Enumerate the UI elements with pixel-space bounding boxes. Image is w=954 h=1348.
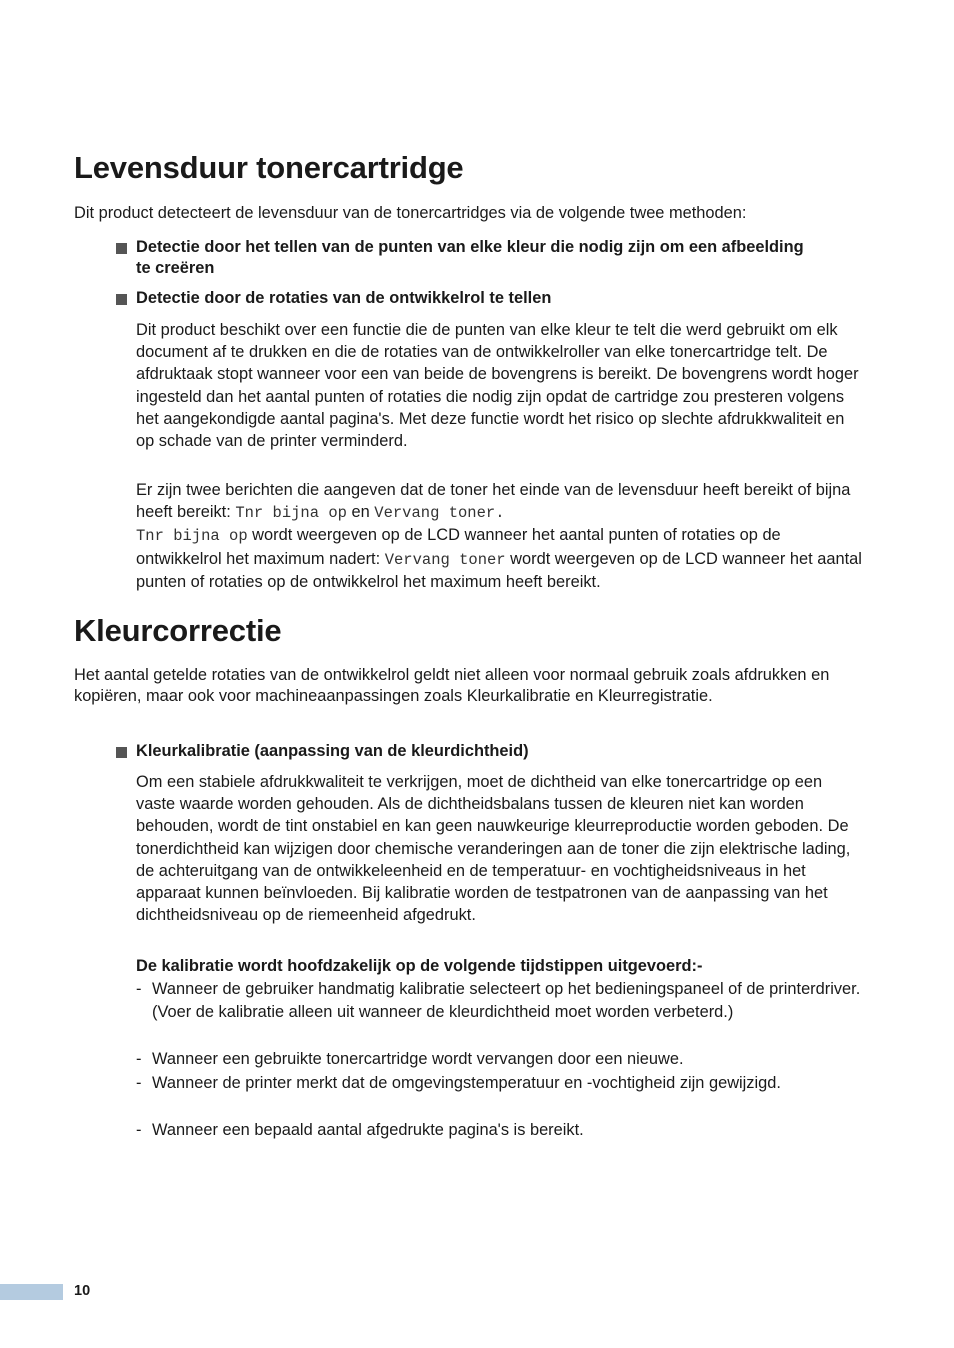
list-item-text: Wanneer de printer merkt dat de omgevingstemperatuur en -vochtigheid zijn gewijzigd.: [152, 1074, 781, 1092]
dash-marker: -: [136, 980, 142, 998]
dash-marker: -: [136, 1074, 142, 1092]
square-bullet-icon: [116, 747, 127, 758]
list-item: [136, 1119, 864, 1142]
list-item-note: (Voer de kalibratie alleen uit wanneer de kleurdichtheid moet worden verbeterd.): [152, 1002, 734, 1021]
lcd-message: Vervang toner: [384, 550, 506, 569]
footer-color-bar: [0, 1284, 63, 1300]
text-run: wordt weergeven op de LCD wanneer het aantal punten of rotaties op de ontwikkelrol het maximum heeft bereikt.: [136, 549, 862, 591]
text-run: .: [495, 504, 505, 523]
section-title-color-correction: Kleurcorrectie: [74, 613, 282, 648]
lcd-message: Tnr bijna op: [235, 504, 347, 523]
list-item: [136, 1072, 864, 1095]
list-item-text: Wanneer een bepaald aantal afgedrukte pagina's is bereikt.: [152, 1121, 584, 1139]
text-run: en: [346, 503, 375, 522]
text-run: Er zijn twee berichten die aangeven dat de toner het einde van de levensduur heeft bereikt of bijna heeft bereikt:: [136, 481, 851, 522]
square-bullet-icon: [116, 243, 127, 254]
bullet-item: [116, 288, 816, 309]
list-item-text: Wanneer de gebruiker handmatig kalibratie selecteert op het bedieningspaneel of de printerdriver.: [152, 980, 861, 998]
dash-marker: -: [136, 1121, 142, 1139]
body-paragraph-messages: [136, 479, 864, 593]
dash-marker: -: [136, 1050, 142, 1068]
text-run: wordt weergeven op de LCD wanneer het aantal punten of rotaties op de ontwikkelrol het maximum nadert:: [136, 526, 781, 568]
bullet-item: [116, 237, 816, 279]
list-item-text: Wanneer een gebruikte tonercartridge wordt vervangen door een nieuwe.: [152, 1050, 684, 1068]
section-title-toner-life: Levensduur tonercartridge: [74, 150, 464, 185]
bullet-item: [116, 741, 816, 762]
list-item: [136, 1048, 864, 1071]
lcd-message: Vervang toner: [374, 504, 496, 523]
sub-heading: De kalibratie wordt hoofdzakelijk op de volgende tijdstippen uitgevoerd:-: [136, 957, 703, 975]
list-item: [136, 978, 864, 1023]
section-intro: Dit product detecteert de levensduur van de tonercartridges via de volgende twee methoden:: [74, 204, 747, 222]
body-paragraph: Om een stabiele afdrukkwaliteit te verkrijgen, moet de dichtheid van elke tonercartridge op een vaste waarde worden gehouden. Als de dichtheidsbalans tussen de kleuren niet kan worden behouden, wordt de tint onstabiel en kan geen nauwkeurige kleurreproductie worden geboden. De tonerdichtheid kan wijzigen door chemische veranderingen aan de toner die zijn elektrische lading, de achteruitgang van de ontwikkeleenheid en de temperatuur- en vochtigheidsniveaus in het apparaat kunnen beïnvloeden. Bij kalibratie worden de testpatronen van de aanpassing van het dichtheidsniveau op de riemeenheid afgedrukt.: [136, 773, 851, 925]
bullet-text: Detectie door de rotaties van de ontwikkelrol te tellen: [136, 289, 552, 307]
body-paragraph: Dit product beschikt over een functie die de punten van elke kleur te telt die werd gebruikt om elk document af te drukken en die de rotaties van de ontwikkelroller van elke tonercartridge telt. De afdruktaak stopt wanneer voor een van beide de bovengrens is bereikt. De bovengrens wordt hoger ingesteld dan het aantal punten of rotaties die nodig zijn opdat de cartridge zou presteren volgens het aangekondigde aantal pagina's. Met deze functie wordt het risico op slechte afdrukkwaliteit en op schade van de printer verminderd.: [136, 321, 859, 451]
bullet-text: Kleurkalibratie (aanpassing van de kleurdichtheid): [136, 742, 529, 760]
page-number: 10: [74, 1283, 91, 1299]
square-bullet-icon: [116, 294, 127, 305]
lcd-message: Tnr bijna op: [136, 527, 248, 546]
bullet-text: Detectie door het tellen van de punten van elke kleur die nodig zijn om een afbeelding te creëren: [136, 238, 804, 277]
section-intro: Het aantal getelde rotaties van de ontwikkelrol geldt niet alleen voor normaal gebruik zoals afdrukken en kopiëren, maar ook voor machineaanpassingen zoals Kleurkalibratie en Kleurregistratie.: [74, 666, 830, 705]
